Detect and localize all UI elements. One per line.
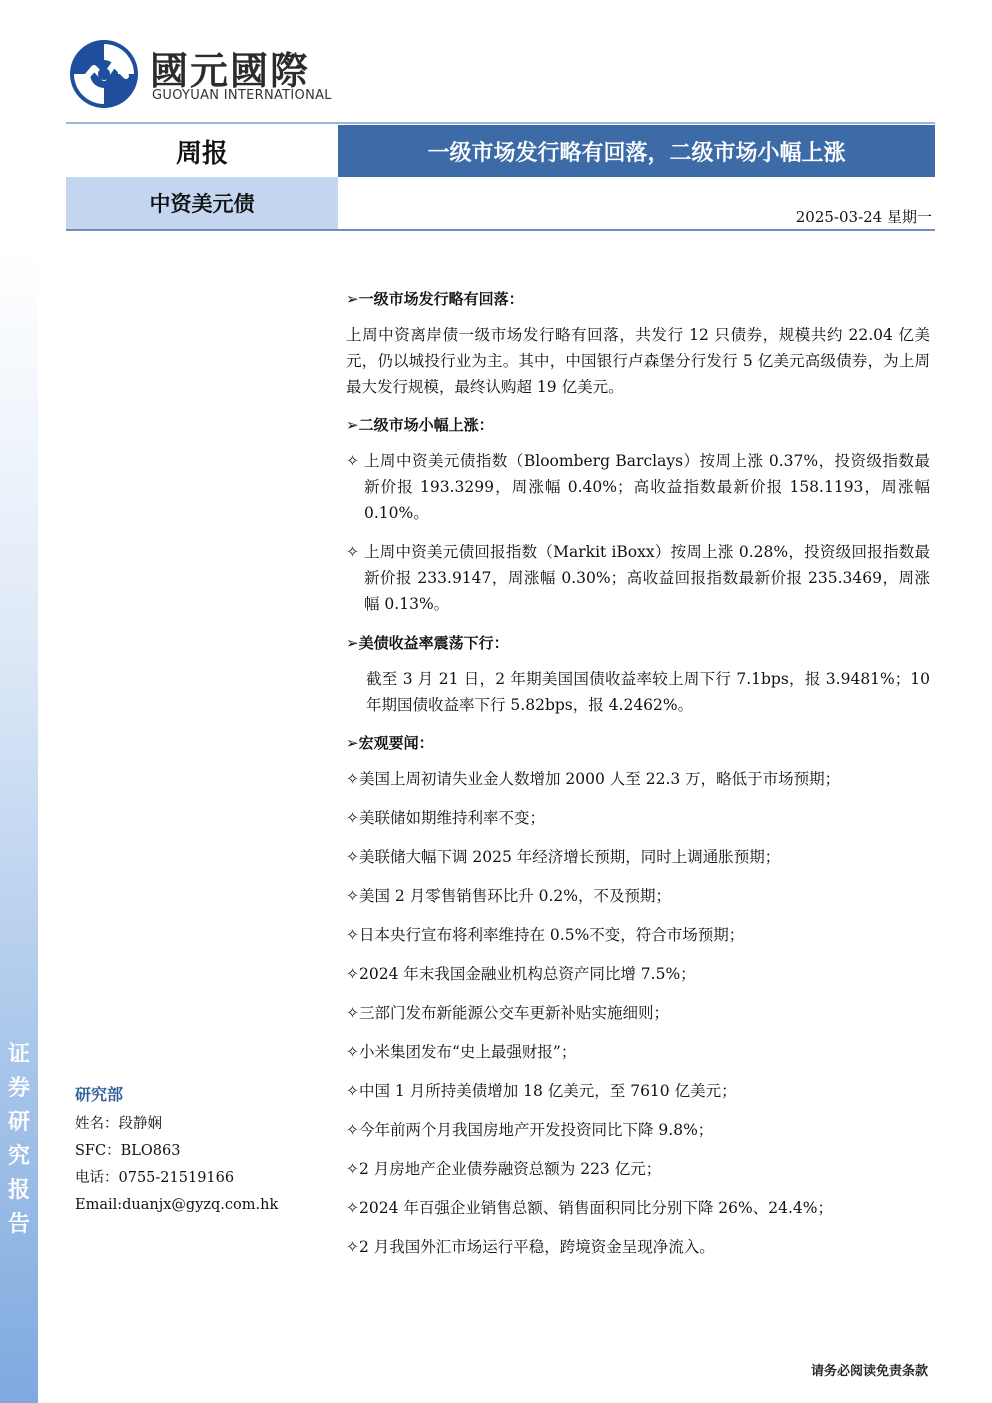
report-date: 2025-03-24 星期一 bbox=[795, 208, 932, 226]
section-body-primary: 上周中资离岸债一级市场发行略有回落，共发行 12 只债券，规模共约 22.04 亿美元，仍以城投行业为主。其中，中国银行卢森堡分行发行 5 亿美元高级债券，为上周最大发行规模，最终认购超 19 亿美元。 bbox=[346, 326, 930, 396]
section-heading-treasury: ➢美债收益率震荡下行： bbox=[346, 634, 509, 652]
analyst-name: 姓名：段静娴 bbox=[75, 1116, 162, 1132]
list-item: ✧美国上周初请失业金人数增加 2000 人至 22.3 万，略低于市场预期； bbox=[346, 770, 841, 788]
list-item: ✧ 上周中资美元债指数（Bloomberg Barclays）按周上涨 0.37%，投资级指数最新价报 193.3299，周涨幅 0.40%；高收益指数最新价报 158.1193，周涨幅 0.10%。 bbox=[346, 448, 930, 526]
report-category: 中资美元债 bbox=[66, 177, 338, 229]
section-heading-secondary: ➢二级市场小幅上涨： bbox=[346, 416, 494, 434]
analyst-sfc: SFC：BLO863 bbox=[75, 1143, 181, 1159]
report-title: 一级市场发行略有回落，二级市场小幅上涨 bbox=[338, 125, 935, 177]
logo-mark-icon bbox=[68, 38, 140, 110]
list-item: ✧美联储大幅下调 2025 年经济增长预期，同时上调通胀预期； bbox=[346, 848, 781, 866]
list-item: ✧ 上周中资美元债回报指数（Markit iBoxx）按周上涨 0.28%，投资级回报指数最新价报 233.9147，周涨幅 0.30%；高收益回报指数最新价报 235.3469，周涨幅 0.13%。 bbox=[346, 539, 930, 617]
section-body-treasury: 截至 3 月 21 日，2 年期美国国债收益率较上周下行 7.1bps，报 3.9481%；10 年期国债收益率下行 5.82bps，报 4.2462%。 bbox=[366, 670, 930, 714]
list-item: ✧日本央行宣布将利率维持在 0.5%不变，符合市场预期； bbox=[346, 926, 745, 944]
list-item: ✧2024 年百强企业销售总额、销售面积同比分别下降 26%、24.4%； bbox=[346, 1199, 833, 1217]
list-item: ✧2 月我国外汇市场运行平稳，跨境资金呈现净流入。 bbox=[346, 1238, 715, 1256]
side-label: 证 券 研 究 报 告 bbox=[7, 1042, 30, 1237]
header-bottom-rule bbox=[66, 229, 935, 231]
list-item: ✧小米集团发布“史上最强财报”； bbox=[346, 1043, 577, 1061]
bullet-diamond-icon: ✧ bbox=[346, 452, 359, 470]
header-top-rule bbox=[66, 122, 935, 124]
list-item: ✧2024 年末我国金融业机构总资产同比增 7.5%； bbox=[346, 965, 696, 983]
section-heading-primary: ➢一级市场发行略有回落： bbox=[346, 290, 524, 308]
list-item: ✧三部门发布新能源公交车更新补贴实施细则； bbox=[346, 1004, 669, 1022]
list-item: ✧美国 2 月零售销售环比升 0.2%，不及预期； bbox=[346, 887, 672, 905]
main-content bbox=[346, 286, 930, 1273]
list-item: ✧中国 1 月所持美债增加 18 亿美元，至 7610 亿美元； bbox=[346, 1082, 737, 1100]
report-type: 周报 bbox=[66, 125, 338, 177]
disclaimer-link[interactable]: 请务必阅读免责条款 bbox=[810, 1364, 928, 1379]
logo-english-name: GUOYUAN INTERNATIONAL bbox=[152, 88, 332, 103]
bullet-diamond-icon: ✧ bbox=[346, 543, 359, 561]
research-dept-info bbox=[75, 1082, 315, 1219]
list-item: ✧2 月房地产企业债券融资总额为 223 亿元； bbox=[346, 1160, 662, 1178]
logo-chinese-name: 國元國際 bbox=[150, 49, 311, 93]
company-logo bbox=[68, 38, 338, 110]
section-heading-macro: ➢宏观要闻： bbox=[346, 734, 434, 752]
analyst-phone: 电话：0755-21519166 bbox=[75, 1170, 235, 1186]
dept-title: 研究部 bbox=[75, 1085, 124, 1104]
list-item: ✧今年前两个月我国房地产开发投资同比下降 9.8%； bbox=[346, 1121, 714, 1139]
analyst-email[interactable]: Email:duanjx@gyzq.com.hk bbox=[75, 1197, 279, 1213]
list-item: ✧美联储如期维持利率不变； bbox=[346, 809, 545, 827]
